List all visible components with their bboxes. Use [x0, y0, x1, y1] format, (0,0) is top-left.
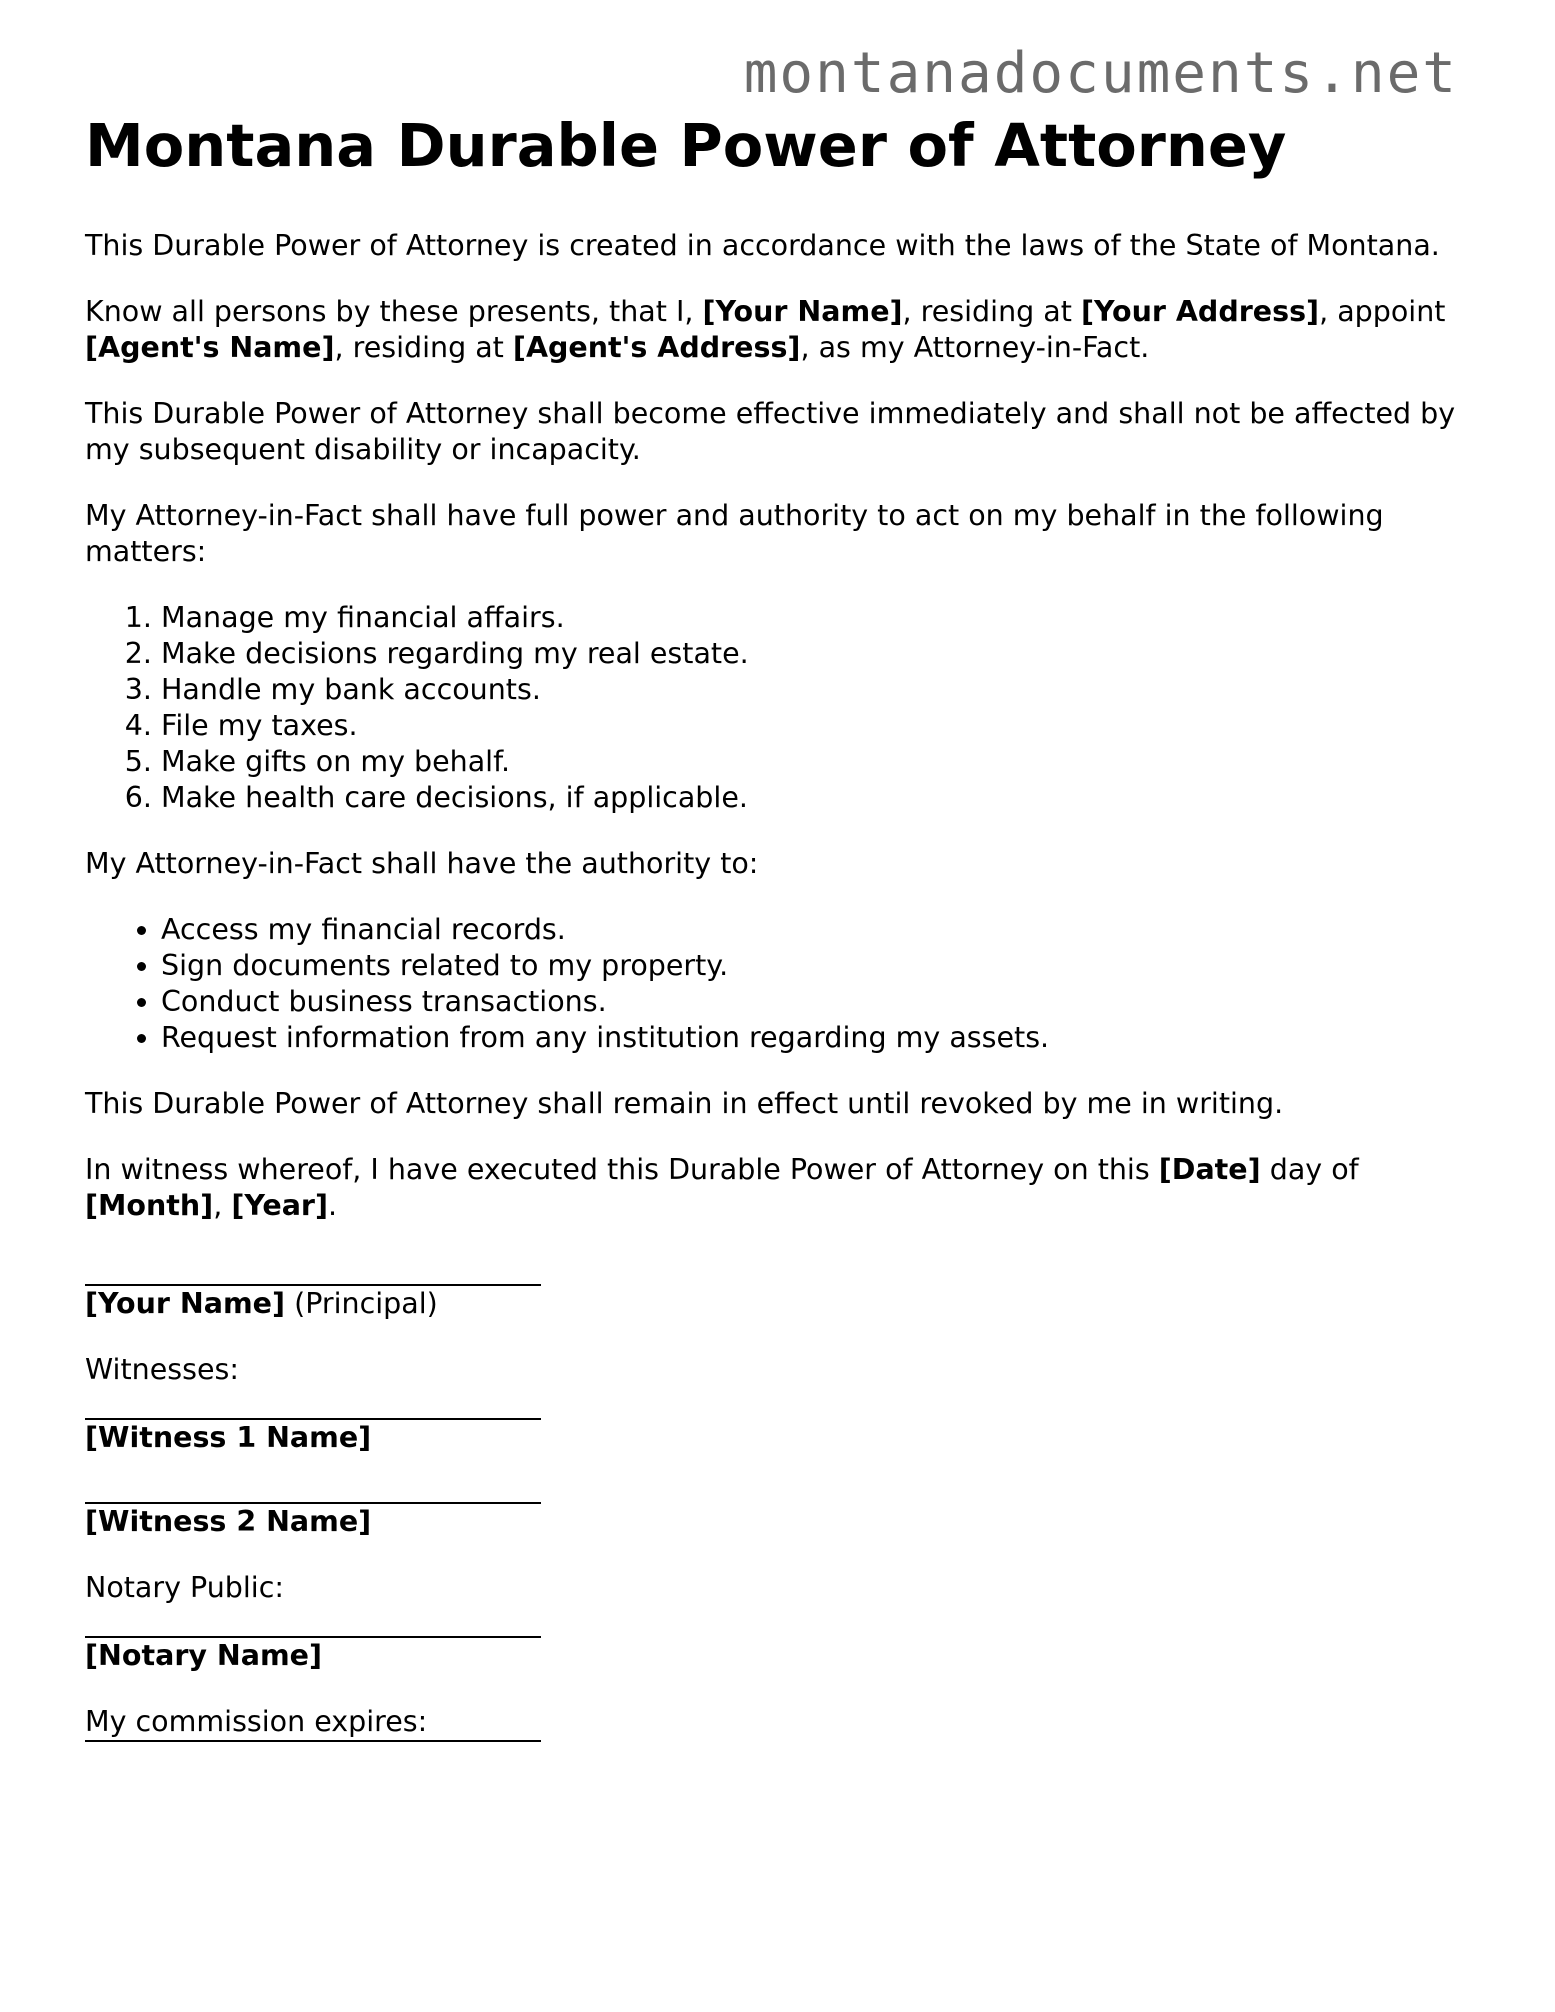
witness2-name-placeholder: [Witness 2 Name]	[85, 1505, 372, 1538]
list-item: 6. Make health care decisions, if applicable.	[161, 780, 1475, 816]
witness1-signature-block	[85, 1418, 1475, 1456]
witness2-signature-block	[85, 1502, 1475, 1540]
text-segment: , appoint	[1319, 295, 1446, 328]
date-placeholder: [Date]	[1158, 1153, 1261, 1186]
list-item: • Sign documents related to my property.	[161, 948, 1475, 984]
list-item: 2. Make decisions regarding my real estate.	[161, 636, 1475, 672]
notary-signature-block	[85, 1636, 1475, 1674]
agent-name-placeholder: [Agent's Name]	[85, 331, 335, 364]
appointment-paragraph	[85, 294, 1475, 366]
text-segment: day of	[1260, 1153, 1359, 1186]
intro-paragraph: This Durable Power of Attorney is created in accordance with the laws of the State of Montana.	[85, 229, 1440, 262]
your-address-placeholder: [Your Address]	[1080, 295, 1320, 328]
principal-role: (Principal)	[285, 1287, 438, 1320]
document-title: Montana Durable Power of Attorney	[85, 111, 1287, 180]
revocation-paragraph: This Durable Power of Attorney shall remain in effect until revoked by me in writing.	[85, 1087, 1284, 1120]
witnesses-label: Witnesses:	[85, 1353, 239, 1386]
principal-name-placeholder: [Your Name]	[85, 1287, 286, 1320]
site-watermark: montanadocuments.net	[743, 41, 1458, 106]
text-segment: In witness whereof, I have executed this Durable Power of Attorney on this	[85, 1153, 1159, 1186]
month-placeholder: [Month]	[85, 1189, 214, 1222]
year-placeholder: [Year]	[231, 1189, 329, 1222]
witness-whereof-paragraph	[85, 1152, 1475, 1224]
text-segment: , residing at	[902, 295, 1081, 328]
your-name-placeholder: [Your Name]	[702, 295, 903, 328]
notary-label: Notary Public:	[85, 1571, 284, 1604]
text-segment: Know all persons by these presents, that I,	[85, 295, 703, 328]
text-segment: ,	[213, 1189, 232, 1222]
list-item: • Conduct business transactions.	[161, 984, 1475, 1020]
commission-expiry-line[interactable]	[85, 1740, 541, 1742]
text-segment: , residing at	[334, 331, 513, 364]
effective-paragraph: This Durable Power of Attorney shall become effective immediately and shall not be affected by my subsequent disability or incapacity.	[85, 397, 1456, 466]
list-item: 5. Make gifts on my behalf.	[161, 744, 1475, 780]
powers-intro-paragraph: My Attorney-in-Fact shall have full power and authority to act on my behalf in the following matters:	[85, 499, 1384, 568]
text-segment: , as my Attorney-in-Fact.	[800, 331, 1150, 364]
agent-address-placeholder: [Agent's Address]	[512, 331, 801, 364]
principal-signature-block	[85, 1284, 1475, 1322]
matters-list	[85, 600, 1475, 816]
authority-intro-paragraph: My Attorney-in-Fact shall have the authority to:	[85, 847, 759, 880]
text-segment: .	[328, 1189, 338, 1222]
principal-label	[85, 1286, 1475, 1322]
authorities-list	[85, 912, 1475, 1056]
notary-name-placeholder: [Notary Name]	[85, 1639, 323, 1672]
witness1-name-placeholder: [Witness 1 Name]	[85, 1421, 372, 1454]
commission-label: My commission expires:	[85, 1705, 428, 1738]
list-item: 3. Handle my bank accounts.	[161, 672, 1475, 708]
list-item: • Access my financial records.	[161, 912, 1475, 948]
document-body	[85, 108, 1475, 1742]
list-item: 4. File my taxes.	[161, 708, 1475, 744]
list-item: • Request information from any institution regarding my assets.	[161, 1020, 1475, 1056]
list-item: 1. Manage my financial affairs.	[161, 600, 1475, 636]
